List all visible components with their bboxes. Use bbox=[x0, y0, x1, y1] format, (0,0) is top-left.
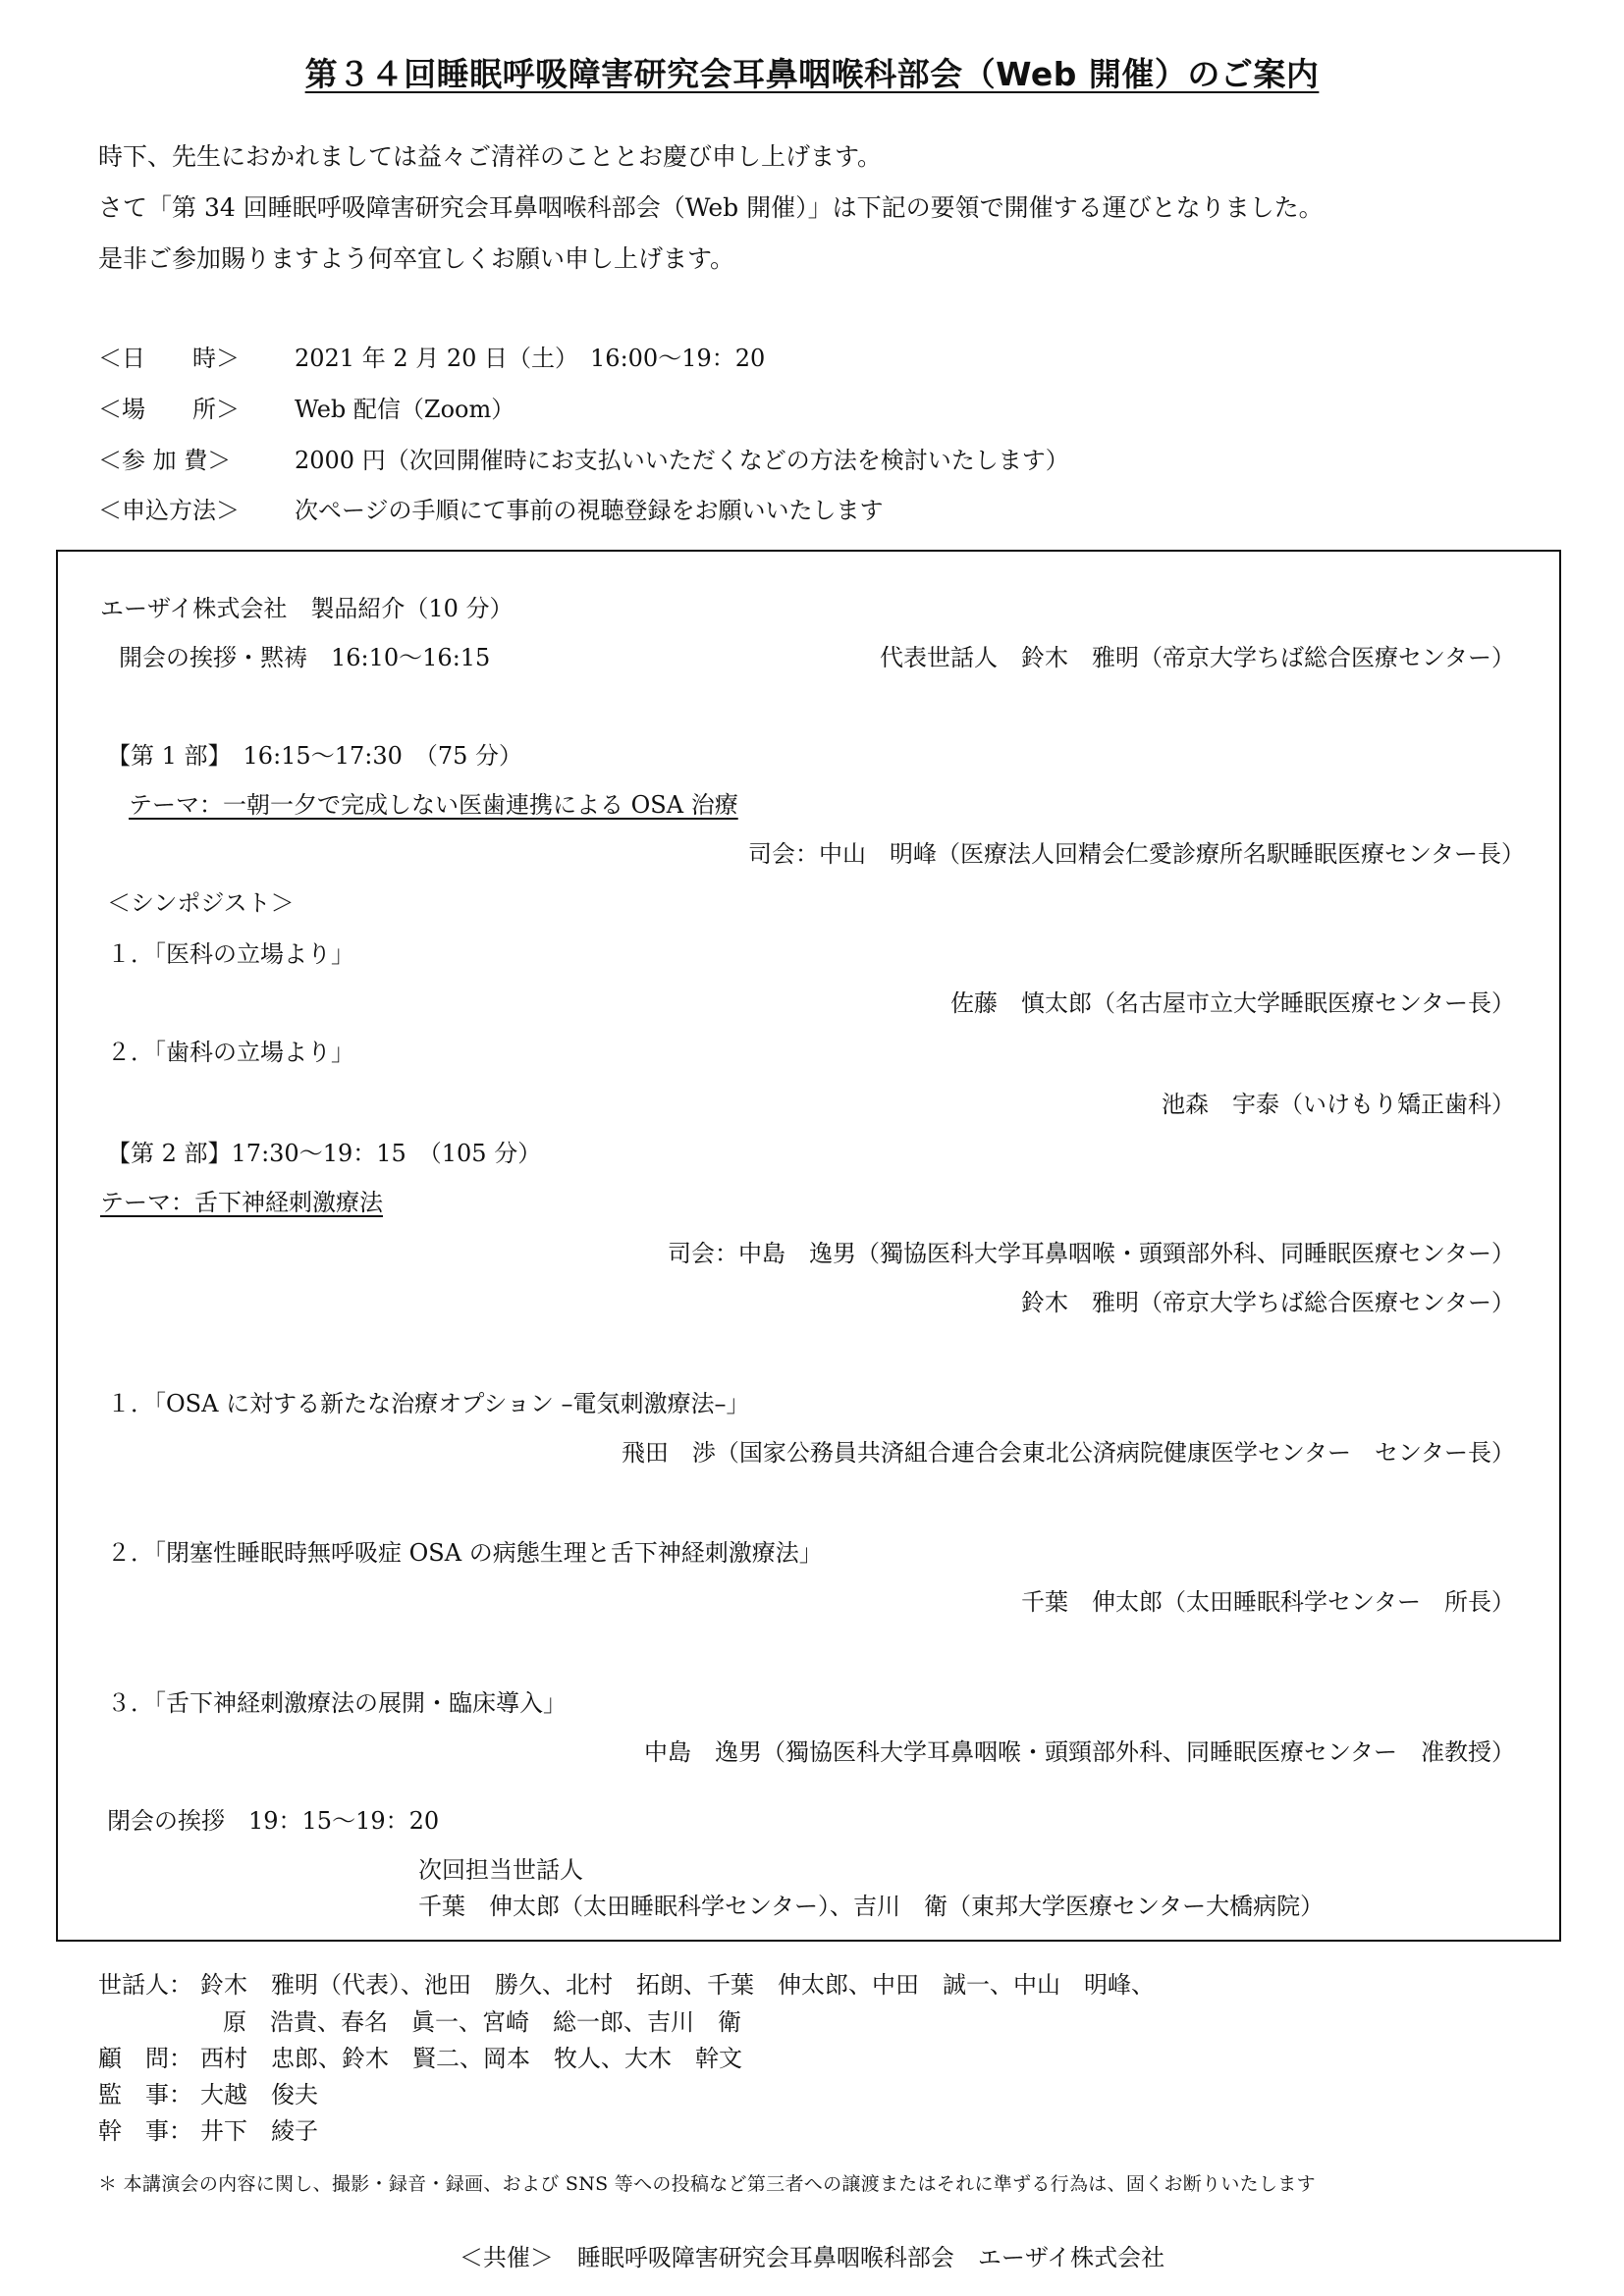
part2-talk1-title: １．「OSA に対する新たな治療オプション –電気刺激療法–」 bbox=[107, 1390, 750, 1417]
product-intro: エーザイ株式会社 製品紹介（10 分） bbox=[100, 595, 514, 622]
staff-role: 監 事： bbox=[98, 2081, 192, 2109]
staff-names: 西村 忠郎、鈴木 賢二、岡本 牧人、大木 幹文 bbox=[200, 2045, 742, 2072]
part1-chair: 司会：中山 明峰（医療法人回精会仁愛診療所名駅睡眠医療センター長） bbox=[747, 840, 1525, 868]
part2-theme: テーマ：舌下神経刺激療法 bbox=[100, 1189, 383, 1216]
part1-header: 【第 1 部】 16:15〜17:30 （75 分） bbox=[107, 742, 523, 770]
page-title-text: 第３４回睡眠呼吸障害研究会耳鼻咽喉科部会（Web 開催）のご案内 bbox=[304, 55, 1320, 93]
part2-talk2-speaker: 千葉 伸太郎（太田睡眠科学センター 所長） bbox=[1020, 1588, 1515, 1616]
info-label: ＜参 加 費＞ bbox=[98, 447, 232, 474]
info-row-registration bbox=[98, 491, 884, 525]
staff-names: 鈴木 雅明（代表）、池田 勝久、北村 拓朗、千葉 伸太郎、中田 誠一、中山 明峰、 bbox=[200, 1971, 1155, 1999]
opening-speaker: 代表世話人 鈴木 雅明（帝京大学ちば総合医療センター） bbox=[879, 644, 1515, 671]
staff-row bbox=[223, 2002, 741, 2037]
staff-role: 世話人： bbox=[98, 1971, 192, 1999]
info-label: ＜場 所＞ bbox=[98, 396, 240, 423]
part2-chair-1: 司会：中島 逸男（獨協医科大学耳鼻咽喉・頭頸部外科、同睡眠医療センター） bbox=[667, 1240, 1515, 1267]
staff-role: 顧 問： bbox=[98, 2045, 192, 2072]
part2-talk3-title: ３．「舌下神経刺激療法の展開・臨床導入」 bbox=[107, 1689, 567, 1717]
staff-names: 原 浩貴、春名 眞一、宮崎 総一郎、吉川 衛 bbox=[223, 2008, 741, 2036]
staff-names: 大越 俊夫 bbox=[200, 2081, 318, 2109]
program-box bbox=[56, 550, 1561, 1942]
info-label: ＜日 時＞ bbox=[98, 345, 240, 372]
staff-row bbox=[98, 2075, 318, 2109]
info-label: ＜申込方法＞ bbox=[98, 497, 240, 524]
opening-remarks: 開会の挨拶・黙祷 16:10〜16:15 bbox=[119, 644, 491, 671]
info-row-datetime bbox=[98, 339, 765, 373]
intro-line-2: さて「第 34 回睡眠呼吸障害研究会耳鼻咽喉科部会（Web 開催）」は下記の要領で開催する運びとなりました。 bbox=[98, 193, 1324, 222]
part2-talk3-speaker: 中島 逸男（獨協医科大学耳鼻咽喉・頭頸部外科、同睡眠医療センター 准教授） bbox=[643, 1738, 1515, 1766]
staff-row bbox=[98, 1965, 1155, 2000]
intro-line-3: 是非ご参加賜りますよう何卒宜しくお願い申し上げます。 bbox=[98, 244, 735, 273]
info-value: 次ページの手順にて事前の視聴登録をお願いいたします bbox=[295, 497, 884, 524]
part2-talk2-title: ２．「閉塞性睡眠時無呼吸症 OSA の病態生理と舌下神経刺激療法」 bbox=[107, 1539, 823, 1567]
co-sponsor-line: ＜共催＞ 睡眠呼吸障害研究会耳鼻咽喉科部会 エーザイ株式会社 bbox=[459, 2244, 1165, 2271]
intro-line-1: 時下、先生におかれましては益々ご清祥のこととお慶び申し上げます。 bbox=[98, 142, 883, 171]
info-value: Web 配信（Zoom） bbox=[295, 396, 515, 423]
closing-remarks: 閉会の挨拶 19：15〜19：20 bbox=[107, 1807, 440, 1835]
next-host-names: 千葉 伸太郎（太田睡眠科学センター）、吉川 衛（東邦大学医療センター大橋病院） bbox=[418, 1893, 1325, 1920]
part2-chair-2: 鈴木 雅明（帝京大学ちば総合医療センター） bbox=[1020, 1289, 1515, 1316]
part1-talk2-title: ２．「歯科の立場より」 bbox=[107, 1039, 354, 1066]
next-host-label: 次回担当世話人 bbox=[418, 1856, 583, 1884]
part2-talk1-speaker: 飛田 渉（国家公務員共済組合連合会東北公済病院健康医学センター センター長） bbox=[621, 1439, 1515, 1467]
recording-prohibition-note: ＊ 本講演会の内容に関し、撮影・録音・録画、および SNS 等への投稿など第三者への譲渡またはそれに準ずる行為は、固くお断りいたします bbox=[98, 2173, 1316, 2195]
part2-header: 【第 2 部】17:30〜19：15 （105 分） bbox=[107, 1140, 542, 1167]
info-value: 2000 円（次回開催時にお支払いいただくなどの方法を検討いたします） bbox=[295, 447, 1069, 474]
staff-role: 幹 事： bbox=[98, 2117, 192, 2145]
info-value: 2021 年 2 月 20 日（土） 16:00〜19：20 bbox=[295, 345, 766, 372]
staff-row bbox=[98, 2039, 742, 2073]
staff-names: 井下 綾子 bbox=[200, 2117, 318, 2145]
page-title bbox=[0, 49, 1624, 95]
info-row-venue bbox=[98, 390, 514, 424]
info-row-fee bbox=[98, 441, 1069, 475]
symposist-label: ＜シンポジスト＞ bbox=[107, 889, 295, 917]
part1-talk1-title: １．「医科の立場より」 bbox=[107, 940, 354, 968]
staff-row bbox=[98, 2111, 318, 2146]
part1-talk1-speaker: 佐藤 慎太郎（名古屋市立大学睡眠医療センター長） bbox=[949, 989, 1515, 1017]
part1-talk2-speaker: 池森 宇泰（いけもり矯正歯科） bbox=[1162, 1091, 1515, 1118]
part1-theme: テーマ：一朝一夕で完成しない医歯連携による OSA 治療 bbox=[129, 791, 738, 819]
